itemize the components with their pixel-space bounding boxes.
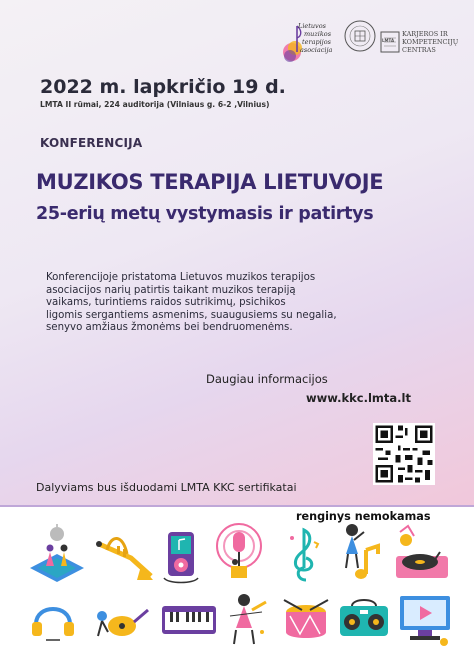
turntable-icon [392,522,452,584]
free-event-label: renginys nemokamas [296,510,431,523]
kkc-name: KARJEROS IR KOMPETENCIJŲ CENTRAS [402,30,459,54]
certificate-note: Dalyviams bus išduodami LMTA KKC sertifikatai [36,481,297,494]
event-type: KONFERENCIJA [40,136,143,150]
more-info-label: Daugiau informacijos [206,372,328,386]
music-player-icon [160,528,202,586]
event-venue: LMTA II rūmai, 224 auditorija (Vilniaus g. 6-2 ,Vilnius) [40,100,270,109]
event-title: MUZIKOS TERAPIJA LIETUVOJE [36,170,384,194]
violinist-icon [222,590,270,646]
drum-icon [280,596,332,644]
boombox-icon [338,596,390,644]
website-link[interactable]: www.kkc.lmta.lt [306,391,411,405]
guitar-icon [88,596,150,642]
event-date: 2022 m. lapkričio 19 d. [40,76,286,98]
logo-group [280,14,470,74]
treble-clef-icon [284,524,324,584]
event-subtitle: 25-erių metų vystymasis ir patirtys [36,204,374,224]
dancing-couple-icon [28,524,86,582]
headphones-icon [28,594,78,644]
lmms-logo [282,18,342,70]
event-description: Konferencijoje pristatoma Lietuvos muzikos terapijos asociacijos narių patirtis taikant muzikos terapiją vaikams, turintiems raidos sutrikimų, psichikos ligomis sergantiems asmenims, suaugusiems su negalia, senyvo amžiaus žmonėms bei bendruomenėms. [46,272,337,334]
video-screen-icon [396,592,454,648]
lmms-logo-text: Lietuvos muzikos terapijos asociacija [298,22,333,54]
trumpet-icon [93,524,155,582]
piano-keys-icon [160,600,218,640]
kkc-abbr: LMTA [382,38,395,43]
qr-code-icon[interactable] [373,423,435,485]
singer-music-note-icon [336,520,382,582]
podcast-microphone-icon [213,522,265,584]
academy-seal-icon [344,20,376,52]
